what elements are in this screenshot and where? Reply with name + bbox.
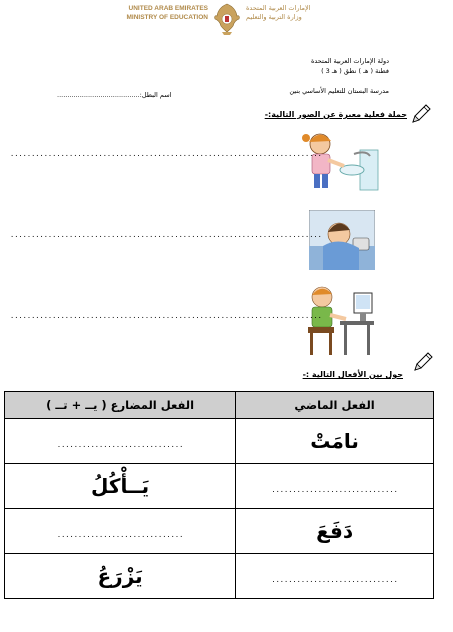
ministry-name-ar [246, 4, 346, 22]
past-cell [236, 509, 434, 554]
uae-emblem-logo [212, 2, 242, 36]
past-verb: دَفَعَ [316, 519, 354, 543]
table-row [5, 464, 434, 509]
section2-title: حول بين الأفعال التالية :- [302, 370, 403, 379]
section1-title: جملة فعلية معبرة عن الصور التالية:- [264, 110, 407, 119]
table-row [5, 509, 434, 554]
header-present: الفعل المضارع ( يــ + تــ ) [5, 392, 236, 419]
student-name-field: اسم البطل:........................................ [57, 91, 172, 99]
present-answer[interactable]: .............................. [56, 530, 184, 539]
present-cell[interactable] [5, 419, 236, 464]
table-row [5, 419, 434, 464]
pencil-icon [410, 103, 432, 125]
ministry-en-line-1: UNITED ARAB EMIRATES [128, 5, 208, 12]
past-cell[interactable] [236, 554, 434, 599]
past-answer[interactable]: .............................. [271, 485, 398, 494]
past-answer[interactable]: .............................. [271, 575, 398, 584]
present-cell[interactable] [5, 509, 236, 554]
past-verb: نامَتْ [310, 429, 359, 453]
boy-at-computer-image [300, 285, 376, 357]
past-cell [236, 419, 434, 464]
ministry-ar-line-1: الإمارات العربية المتحدة [246, 4, 311, 12]
present-verb: يَــأْكُلُ [90, 474, 150, 498]
ministry-name-en [108, 4, 208, 22]
present-cell [5, 464, 236, 509]
answer-line-3[interactable]: .......................................................................... [10, 312, 322, 320]
verbs-table [4, 391, 434, 599]
boy-sleeping-image [309, 210, 375, 270]
present-answer[interactable]: .............................. [56, 440, 184, 449]
table-header-row [5, 392, 434, 419]
ministry-ar-line-2: وزارة التربية والتعليم [246, 13, 302, 21]
answer-line-1[interactable]: .......................................................................... [10, 150, 322, 158]
past-cell[interactable] [236, 464, 434, 509]
table-row [5, 554, 434, 599]
pencil-icon-2 [412, 351, 434, 373]
country-line: دولة الإمارات العربية المتحدة [310, 57, 389, 65]
girl-washing-hands-image [296, 128, 384, 192]
present-verb: يَزْرَعُ [97, 564, 143, 588]
present-cell [5, 554, 236, 599]
school-line: مدرسة البستان للتعليم الأساسي بنين [289, 87, 389, 95]
answer-line-2[interactable]: .......................................................................... [10, 231, 322, 239]
header-past: الفعل الماضي [236, 392, 434, 419]
ministry-en-line-2: MINISTRY OF EDUCATION [126, 14, 208, 21]
unit-line: فطنة ( هـ ) نطق ( هـ 3 ) [321, 67, 389, 75]
